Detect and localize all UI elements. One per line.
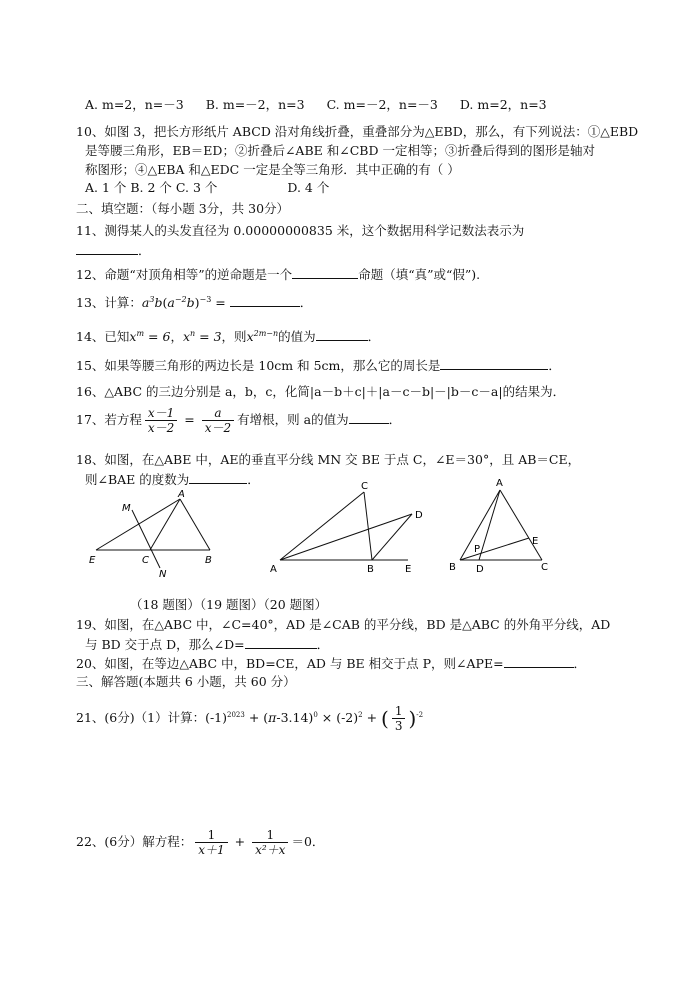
q18-end: ．	[247, 472, 260, 487]
q9-option-a: A. m=2，n=－3	[85, 97, 184, 112]
q14-blank	[316, 328, 368, 341]
q12-post: 命题（填“真”或“假”).	[358, 267, 481, 282]
q10-options-abc: A. 1 个 B. 2 个 C. 3 个	[85, 180, 218, 195]
fig20-label-D: D	[476, 564, 484, 575]
q18-blank	[189, 471, 247, 484]
q17-pre: 17、若方程	[76, 412, 142, 427]
q21	[76, 698, 423, 736]
fig18-label-B: B	[205, 555, 212, 566]
fig18-label-N: N	[159, 569, 167, 578]
fig18-segment-AC	[150, 499, 180, 550]
fig19-label-E: E	[405, 564, 412, 575]
fig18-label-E: E	[89, 555, 96, 566]
q17-end: ．	[388, 412, 402, 427]
figure-captions: （18 题图）（19 题图）（20 题图）	[130, 597, 328, 612]
q20-blank	[504, 655, 574, 668]
q15-end: ．	[548, 358, 561, 373]
fig20-label-C: C	[541, 562, 548, 573]
q22-pre: 22、(6分）解方程：	[76, 834, 193, 849]
q16-text: 16、△ABC 的三边分别是 a，b，c，化简|a－b＋c|＋|a－c－b|－|b－c－a|的结果为．	[76, 384, 566, 399]
q11-answer-blank: ．	[76, 242, 151, 259]
q17-post: 有增根，则 a的值为	[237, 412, 349, 427]
figure-19	[266, 476, 436, 576]
q22-fraction-1: $\frac{1}{x+1}$	[195, 828, 227, 857]
q18-line2	[85, 471, 260, 488]
q13-expression: $a^3b(a^{-2}b)^{-3}$	[141, 295, 212, 311]
q18-line1: 18、如图，在△ABE 中，AE的垂直平分线 MN 交 BE 于点 C，∠E＝30°，且 AB＝CE，	[76, 452, 581, 467]
q9-option-b: B. m=－2，n=3	[205, 97, 305, 112]
q9-options	[85, 97, 547, 113]
section-fill-in-title: 二、填空题：（每小题 3分，共 30分）	[76, 201, 290, 216]
q22-post: ＝0．	[291, 834, 325, 849]
q11-text: 11、测得某人的头发直径为 0.00000000835 米，这个数据用科学记数法表示为	[76, 223, 525, 238]
q12-blank	[292, 266, 358, 279]
q19-end: ．	[316, 637, 330, 652]
q22: 22、(6分）解方程： $\frac{1}{x+1}$ + $\frac{1}{\text{x²＋x}}$ ＝0．	[76, 828, 325, 857]
q14-target: $x^{2m-n}$	[246, 329, 279, 345]
section-solve-title: 三、解答题(本题共 6 小题，共 60 分）	[76, 674, 296, 689]
fig19-label-B: B	[367, 564, 374, 575]
q19-line2	[85, 636, 329, 653]
fig18-segment-EA	[96, 499, 180, 550]
fig20-segment-AD	[479, 490, 500, 560]
q17-fraction-left: $\frac{x-1}{x-2}$	[145, 406, 177, 435]
q15-text: 15、如果等腰三角形的两边长是 10cm 和 5cm，那么它的周长是	[76, 358, 441, 373]
q18-line2-text: 则∠BAE 的度数为	[85, 472, 190, 487]
q20-text: 20、如图，在等边△ABC 中，BD=CE，AD 与 BE 相交于点 P，则∠APE=	[76, 656, 504, 671]
fig18-label-A: A	[178, 489, 185, 500]
q14-pre: 14、已知	[76, 329, 130, 345]
q17-fraction-right: $\frac{a}{x-2}$	[202, 406, 234, 435]
figure-20	[448, 476, 558, 576]
q20	[76, 655, 586, 672]
fig20-label-A: A	[496, 478, 503, 489]
q14-mid2: ，则	[221, 329, 247, 345]
fig19-segment-CB	[364, 492, 372, 560]
q12	[76, 266, 480, 283]
q17: 17、若方程 $\frac{x-1}{x-2}$ = $\frac{a}{x-2}$ 有增根，则 a的值为 ．	[76, 406, 402, 435]
fig19-segment-AC	[280, 492, 364, 560]
fig19-label-D: D	[415, 510, 423, 521]
q19-line2-text: 与 BD 交于点 D，那么∠D=	[85, 637, 245, 652]
q14	[76, 326, 380, 345]
q10-line2: 是等腰三角形，EB＝ED；②折叠后∠ABE 和∠CBD 一定相等；③折叠后得到的图形是轴对	[85, 143, 595, 158]
q13: 13、计算：$a^3b(a^{-2}b)^{-3}$ = ．	[76, 295, 313, 311]
q14-post: 的值为	[278, 329, 316, 345]
q14-end: ．	[367, 329, 381, 345]
q10-line3: 称图形；④△EBA 和△EDC 一定是全等三角形．其中正确的有（ ）	[85, 162, 460, 177]
q14-given2: $x^n = 3$	[182, 329, 222, 345]
q20-end: ．	[573, 656, 587, 671]
q10-options	[85, 180, 329, 196]
fig18-segment-AB	[180, 499, 210, 550]
q13-pre: 13、计算：	[76, 295, 142, 311]
q15	[76, 357, 561, 374]
q22-fraction-2: $\frac{1}{\text{x²＋x}}$	[252, 828, 288, 857]
q9-option-c: C. m=－2，n=－3	[326, 97, 438, 112]
fig19-label-C: C	[361, 481, 368, 492]
fig20-label-E: E	[532, 536, 539, 547]
q13-blank	[230, 294, 300, 307]
fig18-label-M: M	[122, 503, 131, 514]
q21-expression: $(-1)^{2023} + (\pi-3.14)^0 \times (-2)^2$ + ( $\frac{1}{3}$ )$^{-2}$	[205, 704, 424, 734]
q19-line1: 19、如图，在△ABC 中，∠C=40°，AD 是∠CAB 的平分线，BD 是△ABC 的外角平分线，AD	[76, 617, 611, 632]
q9-option-d: D. m=2，n=3	[459, 97, 547, 112]
q10-option-d: D. 4 个	[287, 180, 330, 195]
fig20-label-P: P	[474, 544, 481, 555]
fig20-segment-AC	[500, 490, 542, 560]
figure-18	[86, 488, 236, 578]
fig19-label-A: A	[270, 564, 277, 575]
q15-blank	[440, 357, 548, 370]
fig18-label-C: C	[142, 555, 149, 566]
q19-blank	[245, 636, 317, 649]
q14-given1: $x^m = 6$	[129, 329, 171, 345]
q14-mid: ，	[170, 329, 183, 345]
q10-line1: 10、如图 3，把长方形纸片 ABCD 沿对角线折叠，重叠部分为△EBD，那么，有下列说法：①△EBD	[76, 124, 639, 139]
q13-post: ．	[299, 295, 313, 311]
fig20-label-B: B	[449, 562, 456, 573]
q12-pre: 12、命题“对顶角相等”的逆命题是一个	[76, 267, 293, 282]
q17-blank	[349, 411, 389, 424]
q21-pre: 21、(6分)（1）计算：	[76, 710, 206, 726]
